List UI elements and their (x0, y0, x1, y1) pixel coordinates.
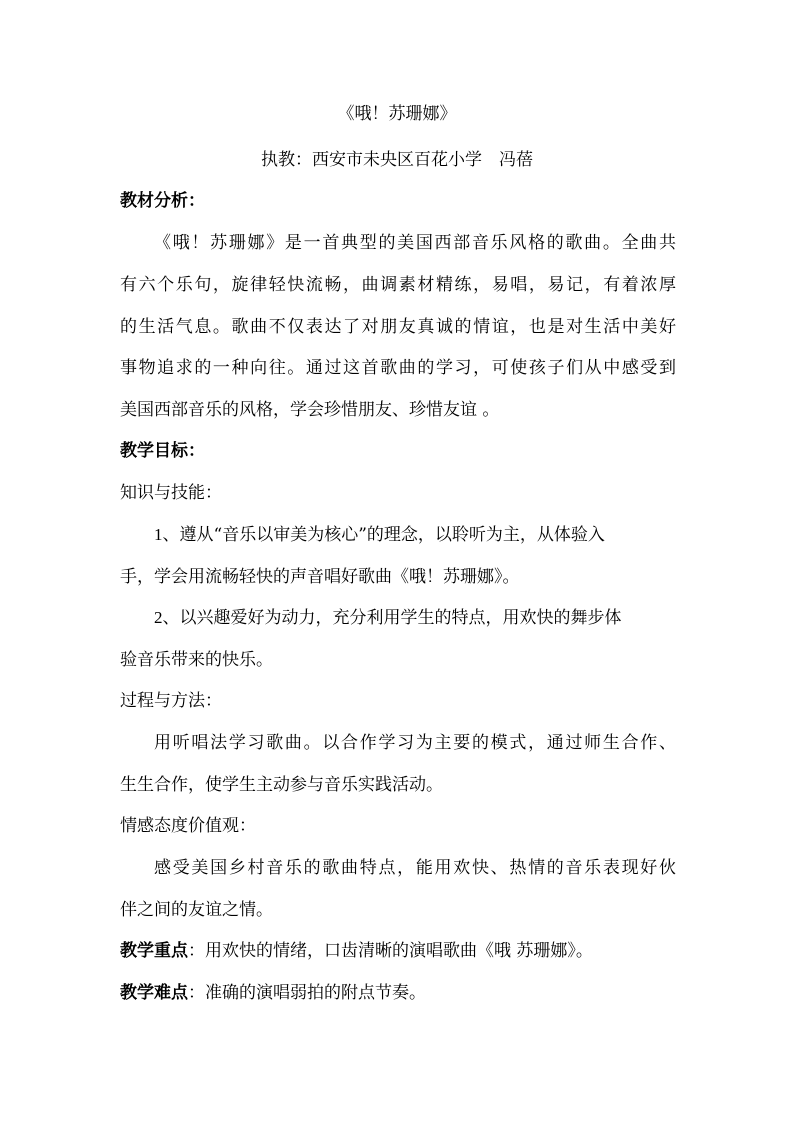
knowledge-item-2 (154, 608, 676, 628)
emotion-heading: 情感态度价值观： (120, 816, 256, 836)
process-heading: 过程与方法： (120, 691, 222, 711)
teaching-difficulty (120, 983, 676, 1003)
knowledge-item-1 (154, 525, 676, 545)
knowledge-item-2-continued: 验音乐带来的快乐。 (120, 650, 273, 670)
teaching-difficulty-text: ：准确的演唱弱拍的附点节奏。 (188, 983, 426, 1003)
document-byline: 执教：西安市未央区百花小学 冯蓓 (261, 150, 533, 170)
knowledge-item-1-number: 1、 (154, 525, 180, 544)
analysis-line-5: 美国西部音乐的风格，学会珍惜朋友、珍惜友谊 。 (120, 400, 500, 420)
knowledge-item-1-continued: 手，学会用流畅轻快的声音唱好歌曲《哦！苏珊娜》。 (120, 567, 520, 587)
analysis-line-1: 《哦！苏珊娜》是一首典型的美国西部音乐风格的歌曲。全曲共 (154, 233, 676, 253)
teaching-difficulty-label: 教学难点 (120, 983, 188, 1003)
analysis-line-3: 的生活气息。歌曲不仅表达了对朋友真诚的情谊，也是对生活中美好 (120, 317, 676, 337)
process-line-2: 生生合作，使学生主动参与音乐实践活动。 (120, 775, 443, 795)
teaching-key-point (120, 941, 676, 961)
emotion-line-1: 感受美国乡村音乐的歌曲特点，能用欢快、热情的音乐表现好伙 (154, 858, 676, 878)
emotion-line-2: 伴之间的友谊之情。 (120, 900, 273, 920)
goals-heading: 教学目标： (120, 441, 205, 461)
analysis-line-4: 事物追求的一种向往。通过这首歌曲的学习，可使孩子们从中感受到 (120, 358, 676, 378)
teaching-key-text: ：用欢快的情绪，口齿清晰的演唱歌曲《哦 苏珊娜》。 (188, 941, 593, 961)
knowledge-item-2-text: 以兴趣爱好为动力，充分利用学生的特点，用欢快的舞步体 (179, 608, 622, 628)
knowledge-item-2-number: 2、 (154, 608, 180, 627)
document-title: 《哦！苏珊娜》 (337, 104, 457, 124)
process-line-1: 用听唱法学习歌曲。以合作学习为主要的模式，通过师生合作、 (154, 733, 676, 753)
knowledge-item-1-text: 遵从“音乐以审美为核心”的理念，以聆听为主，从体验入 (179, 525, 605, 545)
analysis-line-2: 有六个乐句，旋律轻快流畅，曲调素材精练，易唱，易记，有着浓厚 (120, 275, 676, 295)
knowledge-heading: 知识与技能： (120, 483, 222, 503)
teaching-key-label: 教学重点 (120, 941, 188, 961)
analysis-heading: 教材分析： (120, 191, 205, 211)
